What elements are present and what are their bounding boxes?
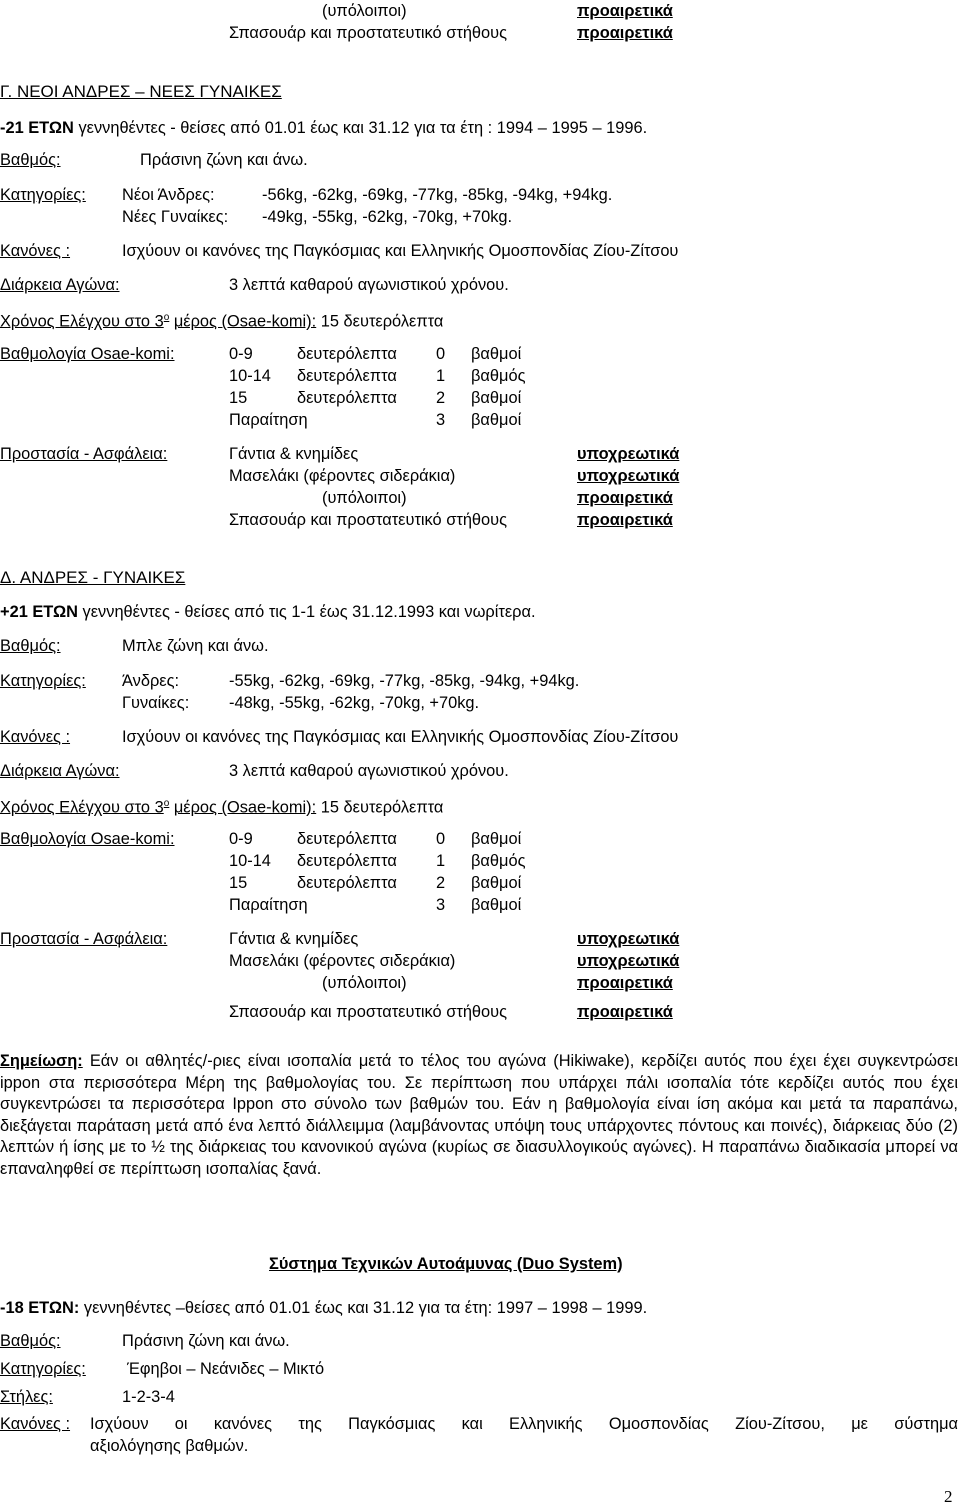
rules-label: Κανόνες : xyxy=(0,728,71,746)
age-bold: +21 ΕΤΩΝ xyxy=(0,603,78,621)
score-unit: δευτερόλεπτα xyxy=(297,852,397,870)
rules-label: Κανόνες : xyxy=(0,242,71,260)
categories-label: Κατηγορίες: xyxy=(0,1360,86,1378)
section-title: Γ. ΝΕΟΙ ΑΝΔΡΕΣ – ΝΕΕΣ ΓΥΝΑΙΚΕΣ xyxy=(0,82,282,101)
protection-item: (υπόλοιποι) xyxy=(322,489,407,507)
age-line xyxy=(0,602,536,622)
protection-label: Προστασία - Ασφάλεια: xyxy=(0,930,168,948)
rules-value-line2: αξιολόγησης βαθμών. xyxy=(90,1437,249,1455)
score-points: 3 xyxy=(436,411,446,429)
categories-men-value: -56kg, -62kg, -69kg, -77kg, -85kg, -94kg, +94kg. xyxy=(262,186,613,204)
rules-value: Ισχύουν οι κανόνες της Παγκόσμιας και Ελληνικής Ομοσπονδίας Ζίου-Ζίτσου xyxy=(122,728,679,746)
columns-value: 1-2-3-4 xyxy=(122,1388,175,1406)
score-points: 1 xyxy=(436,367,446,385)
note-label: Σημείωση: xyxy=(0,1052,83,1070)
control-time-value: 15 δευτερόλεπτα xyxy=(320,798,444,817)
score-range: 0-9 xyxy=(229,830,253,848)
grade-value: Πράσινη ζώνη και άνω. xyxy=(122,1332,290,1350)
score-unit: δευτερόλεπτα xyxy=(297,874,397,892)
score-word: βαθμοί xyxy=(471,830,522,848)
categories-men-label: Νέοι Άνδρες: xyxy=(122,186,215,204)
grade-label: Βαθμός: xyxy=(0,151,61,169)
score-points: 3 xyxy=(436,896,446,914)
score-range: 15 xyxy=(229,389,248,407)
categories-women-value: -49kg, -55kg, -62kg, -70kg, +70kg. xyxy=(262,208,513,226)
score-word: βαθμοί xyxy=(471,411,522,429)
score-range: 10-14 xyxy=(229,367,271,385)
score-range: Παραίτηση xyxy=(229,411,308,429)
categories-value: Έφηβοι – Νεάνιδες – Μικτό xyxy=(127,1360,325,1378)
duration-label: Διάρκεια Αγώνα: xyxy=(0,762,120,780)
duo-title: Σύστημα Τεχνικών Αυτοάμυνας (Duo System) xyxy=(269,1255,623,1273)
protection-status: προαιρετικά xyxy=(577,1003,673,1021)
protection-status: υποχρεωτικά xyxy=(577,467,680,485)
remaining-label: (υπόλοιποι) xyxy=(322,2,407,20)
control-time-sup: ο xyxy=(163,798,170,809)
protection-status: υποχρεωτικά xyxy=(577,445,680,463)
duration-value: 3 λεπτά καθαρού αγωνιστικού χρόνου. xyxy=(229,276,509,294)
score-range: Παραίτηση xyxy=(229,896,308,914)
age-bold: -21 ΕΤΩΝ xyxy=(0,119,74,137)
protection-item: Γάντια & κνημίδες xyxy=(229,445,359,463)
grade-value: Πράσινη ζώνη και άνω. xyxy=(140,151,308,169)
protection-status: προαιρετικά xyxy=(577,974,673,992)
protection-label: Προστασία - Ασφάλεια: xyxy=(0,445,168,463)
rules-label: Κανόνες : xyxy=(0,1415,71,1433)
chest-protector-label: Σπασουάρ και προστατευτικό στήθους xyxy=(229,24,508,42)
score-unit: δευτερόλεπτα xyxy=(297,389,397,407)
control-time-sup: ο xyxy=(163,312,170,323)
section-title: Δ. ΑΝΔΡΕΣ - ΓΥΝΑΙΚΕΣ xyxy=(0,568,186,587)
duration-value: 3 λεπτά καθαρού αγωνιστικού χρόνου. xyxy=(229,762,509,780)
categories-men-label: Άνδρες: xyxy=(122,672,180,690)
protection-item: Μασελάκι (φέροντες σιδεράκια) xyxy=(229,952,456,970)
protection-item: Μασελάκι (φέροντες σιδεράκια) xyxy=(229,467,456,485)
protection-item: Σπασουάρ και προστατευτικό στήθους xyxy=(229,511,508,529)
score-word: βαθμοί xyxy=(471,896,522,914)
score-word: βαθμός xyxy=(471,852,526,870)
rules-value-line1: Ισχύουν οι κανόνες της Παγκόσμιας και Ελληνικής Ομοσπονδίας Ζίου-Ζίτσου, με σύστημα xyxy=(90,1415,958,1433)
score-points: 2 xyxy=(436,874,446,892)
score-label: Βαθμολογία Osae-komi: xyxy=(0,345,175,363)
score-word: βαθμοί xyxy=(471,874,522,892)
control-time-label-a: Χρόνος Ελέγχου στο 3 xyxy=(0,798,164,817)
protection-item: (υπόλοιποι) xyxy=(322,974,407,992)
score-unit: δευτερόλεπτα xyxy=(297,830,397,848)
page-number: 2 xyxy=(944,1487,953,1506)
note-paragraph xyxy=(0,1051,958,1181)
control-time-value: 15 δευτερόλεπτα xyxy=(320,312,444,331)
score-range: 0-9 xyxy=(229,345,253,363)
score-word: βαθμός xyxy=(471,367,526,385)
score-unit: δευτερόλεπτα xyxy=(297,345,397,363)
score-points: 2 xyxy=(436,389,446,407)
grade-value: Μπλε ζώνη και άνω. xyxy=(122,637,269,655)
grade-label: Βαθμός: xyxy=(0,637,61,655)
note-text: Εάν οι αθλητές/-ριες είναι ισοπαλία μετά το τέλος του αγώνα (Hikiwake), κερδίζει αυτός που έχει έχει συγκεντρώσει ippon στα περισσότερα Μέρη της βαθμολογίας του. Σε περίπτωση που υπάρχει πάλι ισοπαλία τότε κερδίζει αυτός που έχει συγκεντρώσει τα περισσότερα Ippon στο σύνολο των βαθμών του. Εάν η βαθμολογία είναι ίση ακόμα και μετά τα παραπάνω, διεξάγεται παράταση μετά από ένα λεπτό διάλλειμμα (λαμβάνοντας υπόψη τους υπάρχοντες πόντους και ποινές), διάρκειας δύο (2) λεπτών ή ίσης με το ½ της διάρκειας του κανονικού αγώνα (κυρίως σε διασυλλογικούς αγώνες). Η παραπάνω διαδικασία μπορεί να επαναληφθεί σε περίπτωση ισοπαλίας ξανά. xyxy=(0,1052,958,1178)
grade-label: Βαθμός: xyxy=(0,1332,61,1350)
columns-label: Στήλες: xyxy=(0,1388,53,1406)
categories-label: Κατηγορίες: xyxy=(0,672,86,690)
categories-men-value: -55kg, -62kg, -69kg, -77kg, -85kg, -94kg, +94kg. xyxy=(229,672,580,690)
control-time-label-b: μέρος (Osae-komi): xyxy=(173,798,317,817)
score-points: 0 xyxy=(436,345,446,363)
protection-status: προαιρετικά xyxy=(577,489,673,507)
age-bold: -18 ΕΤΩΝ: xyxy=(0,1299,80,1317)
score-points: 0 xyxy=(436,830,446,848)
categories-women-value: -48kg, -55kg, -62kg, -70kg, +70kg. xyxy=(229,694,480,712)
score-word: βαθμοί xyxy=(471,345,522,363)
score-label: Βαθμολογία Osae-komi: xyxy=(0,830,175,848)
remaining-status: προαιρετικά xyxy=(577,2,673,20)
control-time-line xyxy=(0,308,443,331)
score-points: 1 xyxy=(436,852,446,870)
categories-label: Κατηγορίες: xyxy=(0,186,86,204)
score-range: 10-14 xyxy=(229,852,271,870)
score-word: βαθμοί xyxy=(471,389,522,407)
rules-value: Ισχύουν οι κανόνες της Παγκόσμιας και Ελληνικής Ομοσπονδίας Ζίου-Ζίτσου xyxy=(122,242,679,260)
categories-women-label: Γυναίκες: xyxy=(122,694,190,712)
control-time-line xyxy=(0,794,443,817)
protection-status: υποχρεωτικά xyxy=(577,930,680,948)
age-text: γεννηθέντες –θείσες από 01.01 έως και 31.12 για τα έτη: 1997 – 1998 – 1999. xyxy=(83,1299,648,1317)
score-unit: δευτερόλεπτα xyxy=(297,367,397,385)
control-time-label-a: Χρόνος Ελέγχου στο 3 xyxy=(0,312,164,331)
protection-status: υποχρεωτικά xyxy=(577,952,680,970)
duo-age-line xyxy=(0,1298,647,1318)
chest-protector-status: προαιρετικά xyxy=(577,24,673,42)
categories-women-label: Νέες Γυναίκες: xyxy=(122,208,229,226)
protection-status: προαιρετικά xyxy=(577,511,673,529)
control-time-label-b: μέρος (Osae-komi): xyxy=(173,312,317,331)
age-text: γεννηθέντες - θείσες από τις 1-1 έως 31.12.1993 και νωρίτερα. xyxy=(82,603,536,621)
age-text: γεννηθέντες - θείσες από 01.01 έως και 31.12 για τα έτη : 1994 – 1995 – 1996. xyxy=(78,119,648,137)
protection-item: Γάντια & κνημίδες xyxy=(229,930,359,948)
protection-item: Σπασουάρ και προστατευτικό στήθους xyxy=(229,1003,508,1021)
age-line xyxy=(0,118,647,138)
duration-label: Διάρκεια Αγώνα: xyxy=(0,276,120,294)
score-range: 15 xyxy=(229,874,248,892)
